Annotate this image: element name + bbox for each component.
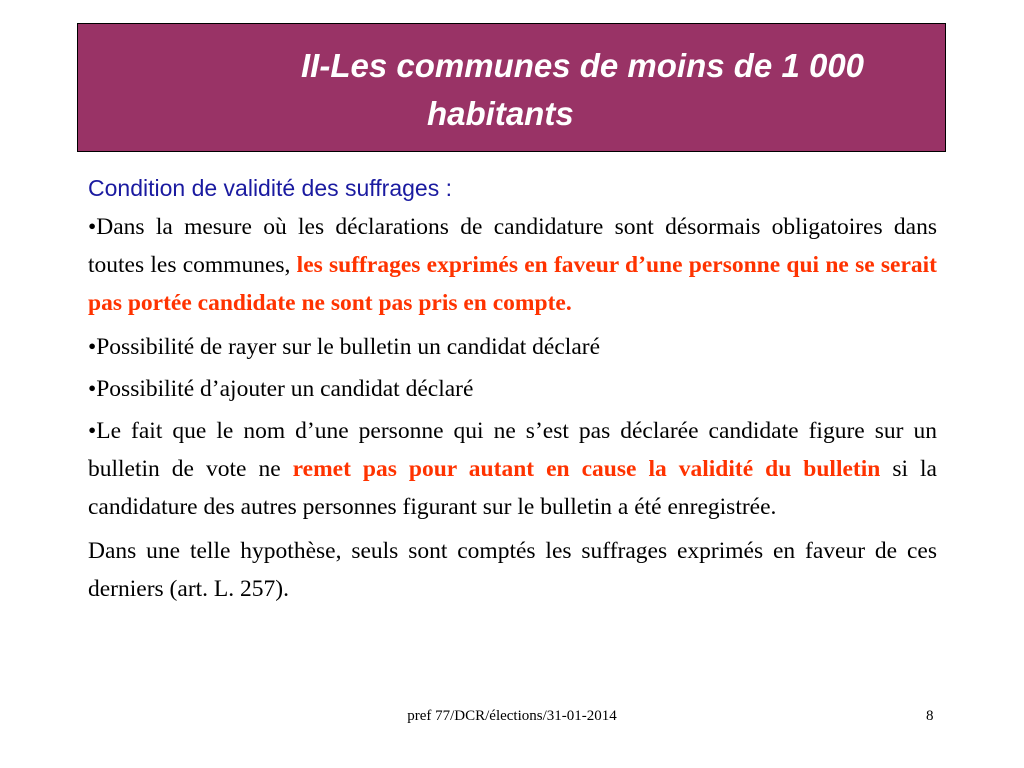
paragraph-text: •Le fait que le nom d’une personne qui ne s’est pas déclarée candidate figure sur un bulletin de vote ne xyxy=(88,418,937,482)
page-number: 8 xyxy=(926,708,934,724)
slide-title-box xyxy=(77,23,946,152)
footer-reference: pref 77/DCR/élections/31-01-2014 xyxy=(407,708,617,724)
paragraph-hypothese: Dans une telle hypothèse, seuls sont comptés les suffrages exprimés en faveur de ces derniers (art. L. 257). xyxy=(88,538,937,602)
highlighted-text: remet pas pour autant en cause la validité du bulletin xyxy=(292,456,881,482)
paragraph-text: si la candidature des autres personnes figurant sur le bulletin a été enregistrée. xyxy=(88,456,937,520)
paragraph-rayer: •Possibilité de rayer sur le bulletin un candidat déclaré xyxy=(88,334,601,360)
paragraph-ajouter: •Possibilité d’ajouter un candidat déclaré xyxy=(88,376,474,402)
paragraph-validite-bulletin xyxy=(88,412,937,526)
highlighted-text: les suffrages exprimés en faveur d’une personne qui ne se serait pas portée candidate ne sont pas pris en compte. xyxy=(88,252,937,316)
paragraph-declarations xyxy=(88,208,937,322)
slide-title-line-2: habitants xyxy=(427,95,574,132)
section-subheading: Condition de validité des suffrages : xyxy=(88,175,452,201)
slide-title-line-1: II-Les communes de moins de 1 000 xyxy=(301,47,865,84)
paragraph-text: •Dans la mesure où les déclarations de candidature sont désormais obligatoires dans toutes les communes, xyxy=(88,214,937,278)
slide-body xyxy=(88,170,937,614)
